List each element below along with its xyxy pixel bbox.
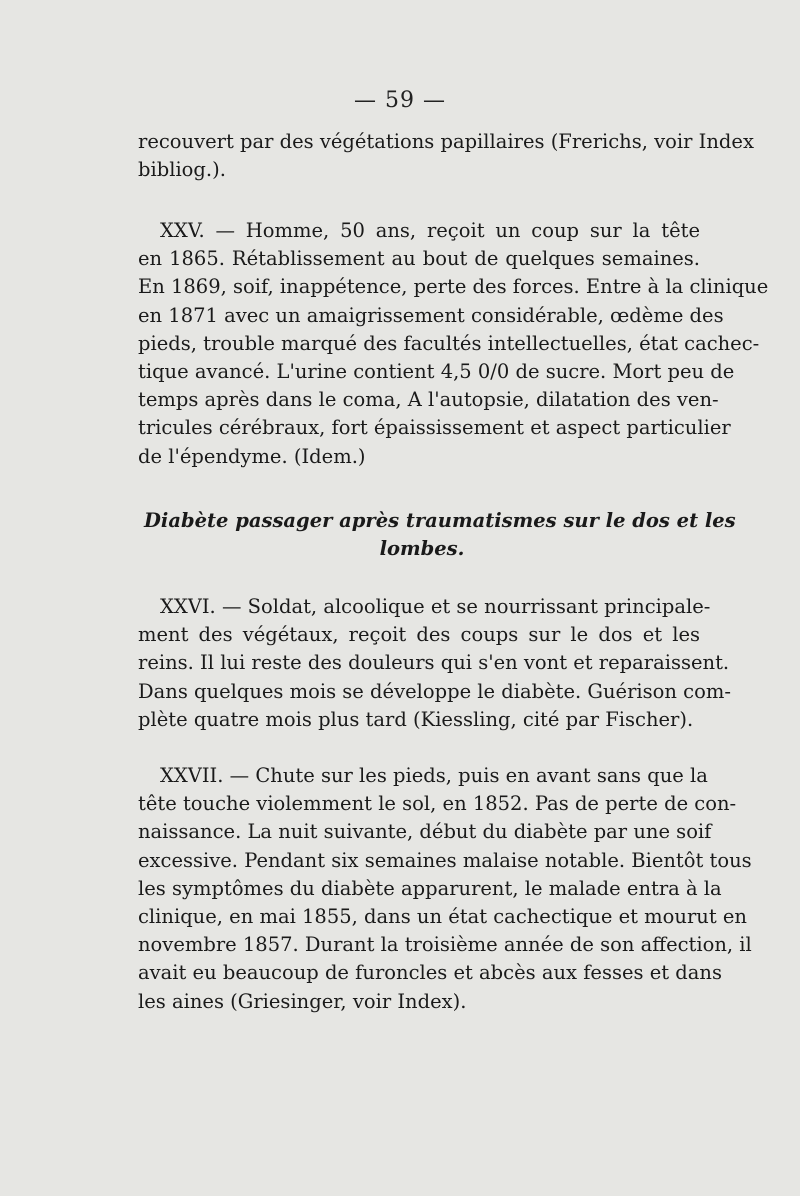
text-line: ment des végétaux, reçoit des coups sur le dos et les <box>138 623 700 647</box>
text-line: novembre 1857. Durant la troisième année de son affection, il <box>138 933 752 957</box>
text-line: temps après dans le coma, A l'autopsie, dilatation des ven- <box>138 388 719 412</box>
text-line: En 1869, soif, inappétence, perte des forces. Entre à la clinique <box>138 275 769 299</box>
text-line: de l'épendyme. (Idem.) <box>138 444 366 468</box>
heading-line: Diabète passager après traumatismes sur le dos et les <box>144 509 736 532</box>
text-line: tête touche violemment le sol, en 1852. Pas de perte de con- <box>138 792 737 816</box>
text-line: clinique, en mai 1855, dans un état cachectique et mourut en <box>138 905 747 929</box>
text-line: en 1865. Rétablissement au bout de quelques semaines. <box>138 247 700 271</box>
text-line: pieds, trouble marqué des facultés intellectuelles, état cachec- <box>138 331 760 355</box>
paragraph-case-xxv <box>138 217 769 471</box>
text-line: bibliog.). <box>138 158 226 182</box>
paragraph-continuation <box>138 128 754 184</box>
text-line: recouvert par des végétations papillaires (Frerichs, voir Index <box>138 130 754 153</box>
text-line: tricules cérébraux, fort épaississement et aspect particulier <box>138 416 731 440</box>
text-line: tique avancé. L'urine contient 4,5 0/0 de sucre. Mort peu de <box>138 360 735 384</box>
section-heading <box>144 507 736 563</box>
text-line: naissance. La nuit suivante, début du diabète par une soif <box>138 820 712 844</box>
text-line: reins. Il lui reste des douleurs qui s'en vont et reparaissent. <box>138 651 730 675</box>
text-line: les aines (Griesinger, voir Index). <box>138 989 467 1013</box>
text-line: en 1871 avec un amaigrissement considérable, œdème des <box>138 303 724 327</box>
text-line: les symptômes du diabète apparurent, le malade entra à la <box>138 876 722 900</box>
paragraph-case-xxvii <box>138 762 752 1016</box>
text-line: avait eu beaucoup de furoncles et abcès aux fesses et dans <box>138 961 722 985</box>
text-line: XXVII. — Chute sur les pieds, puis en avant sans que la <box>160 764 708 787</box>
text-line: XXV. — Homme, 50 ans, reçoit un coup sur la tête <box>160 219 700 242</box>
text-line: plète quatre mois plus tard (Kiessling, cité par Fischer). <box>138 707 694 731</box>
text-line: XXVI. — Soldat, alcoolique et se nourrissant principale- <box>160 595 711 618</box>
heading-line: lombes. <box>379 537 465 560</box>
page-number: — 59 — <box>354 88 446 113</box>
text-line: Dans quelques mois se développe le diabète. Guérison com- <box>138 679 731 703</box>
text-line: excessive. Pendant six semaines malaise notable. Bientôt tous <box>138 848 752 872</box>
paragraph-case-xxvi <box>138 593 731 734</box>
